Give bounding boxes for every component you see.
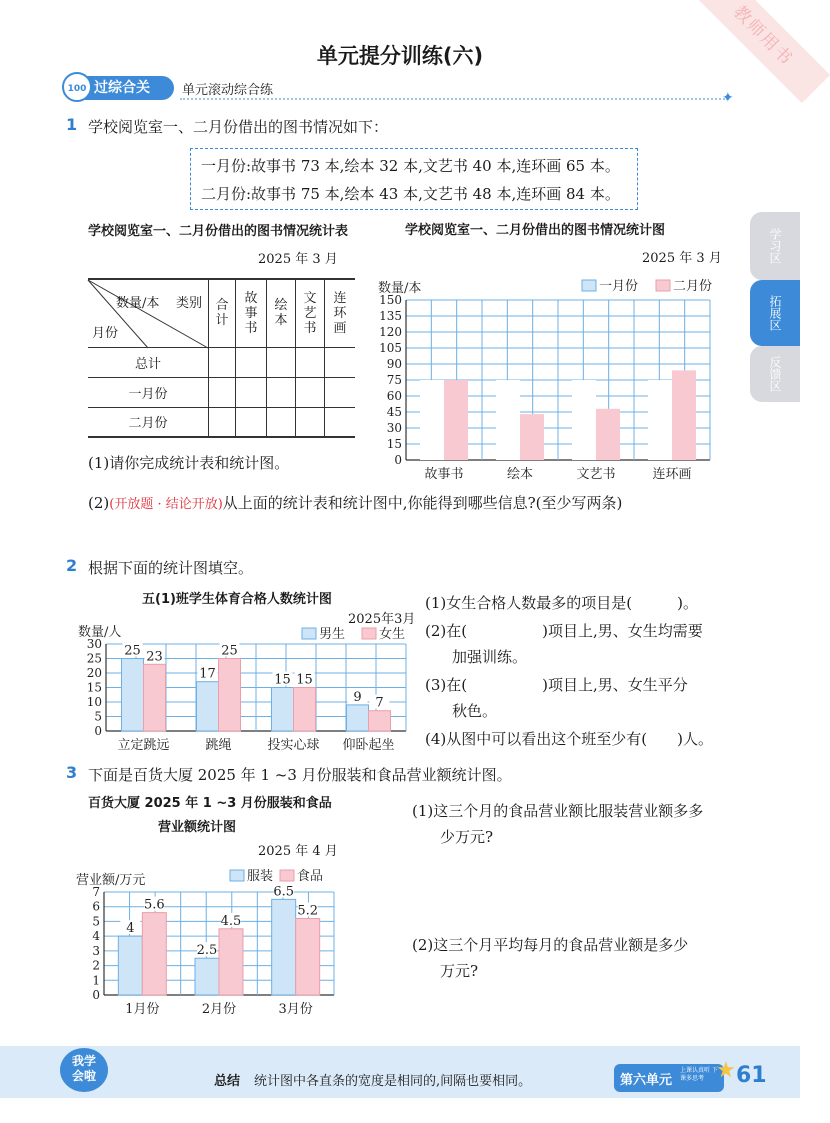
bar (347, 705, 369, 731)
summary-text: 统计图中各直条的宽度是相同的,间隔也要相同。 (254, 1074, 532, 1089)
footer-badge: 我学会啦 (60, 1048, 108, 1092)
y-tick-label: 135 (379, 309, 402, 323)
q3-stem: 下面是百货大厦 2025 年 1 ~3 月份服装和食品营业额统计图。 (88, 766, 512, 784)
chart1-title: 学校阅览室一、二月份借出的图书情况统计图 (405, 223, 666, 238)
chart2-date: 2025年3月 (348, 612, 416, 627)
y-tick-label: 30 (386, 421, 402, 435)
page-number: 61 (736, 1063, 767, 1088)
q1-table-date: 2025 年 3 月 (258, 252, 338, 267)
bar (369, 711, 391, 731)
legend-swatch (656, 280, 670, 291)
legend-label: 一月份 (599, 279, 639, 294)
data-label: 25 (221, 643, 238, 659)
chart1-svg (370, 270, 720, 485)
q1-sub1: (1)请你完成统计表和统计图。 (88, 454, 290, 472)
x-tick-label: 1月份 (125, 1002, 160, 1017)
q1-sub2-prefix: (2) (88, 494, 110, 512)
data-label: 2.5 (196, 943, 218, 959)
data-label: 4 (126, 921, 135, 937)
corner-category-label: 类别 (176, 296, 203, 311)
y-tick-label: 5 (92, 914, 100, 929)
legend-swatch (280, 870, 294, 881)
data-label: 7 (375, 695, 384, 711)
table-cell[interactable] (236, 347, 267, 377)
x-tick-label: 2月份 (201, 1002, 237, 1017)
y-tick-label: 60 (386, 389, 402, 403)
chart3-title-line1: 百货大厦 2025 年 1 ~3 月份服装和食品 (88, 796, 332, 811)
bar (520, 414, 544, 460)
bar (122, 659, 144, 732)
chart2-title: 五(1)班学生体育合格人数统计图 (142, 592, 332, 607)
unit-label: 第六单元 (620, 1073, 673, 1088)
column-header-total: 合计 (209, 279, 236, 347)
x-tick-label: 3月份 (278, 1002, 313, 1017)
bar (294, 688, 316, 732)
q1-stat-table (88, 278, 355, 438)
chart1-date: 2025 年 3 月 (642, 251, 722, 266)
table-cell[interactable] (267, 407, 296, 437)
table-cell[interactable] (296, 377, 325, 407)
side-tab-feedback[interactable]: 反馈区 (750, 346, 800, 402)
y-tick-label: 6 (92, 899, 100, 914)
question-number-2: 2 (66, 556, 78, 575)
y-tick-label: 150 (379, 293, 402, 307)
bar (272, 899, 296, 995)
row-label-february: 二月份 (88, 407, 209, 437)
q3-s2b: 万元? (440, 962, 479, 980)
q1-january-line: 一月份:故事书 73 本,绘本 32 本,文艺书 40 本,连环画 65 本。 (201, 157, 620, 175)
column-header-comics: 连环画 (325, 279, 356, 347)
unit-note: 上课认真听 下课多思考 (680, 1067, 718, 1082)
bar (296, 918, 320, 995)
q3-s1a: (1)这三个月的食品营业额比服装营业额多多 (412, 802, 704, 820)
table-cell[interactable] (296, 347, 325, 377)
chart3-title-line2: 营业额统计图 (158, 820, 237, 835)
q2-s3b: 秋色。 (452, 702, 498, 720)
y-tick-label: 90 (386, 357, 402, 371)
section-subtitle: 单元滚动综合练 (182, 83, 274, 98)
q2-s4: (4)从图中可以看出这个班至少有( )人。 (425, 730, 713, 748)
bar (144, 664, 166, 731)
side-tab-extend[interactable]: 拓展区 (750, 280, 800, 346)
column-header-picture-books: 绘本 (267, 279, 296, 347)
x-tick-label: 立定跳远 (117, 738, 170, 753)
row-label-total: 总计 (88, 347, 209, 377)
score-100-icon: 100 (62, 72, 92, 102)
bar (272, 688, 294, 732)
bar (142, 913, 166, 995)
chart3-svg (76, 862, 344, 1022)
y-axis-label: 数量/人 (78, 625, 122, 640)
table-cell[interactable] (325, 347, 356, 377)
y-tick-label: 105 (379, 341, 402, 355)
bar (672, 370, 696, 460)
section-badge: 过综合关 (70, 76, 174, 100)
corner-qty-label: 数量/本 (116, 296, 160, 311)
x-tick-label: 仰卧起坐 (342, 738, 395, 753)
unit-tag (614, 1064, 724, 1092)
q1-data-box (190, 148, 638, 210)
legend-label: 服装 (247, 869, 274, 884)
table-corner-cell (88, 279, 209, 347)
table-cell[interactable] (209, 377, 236, 407)
legend-label: 二月份 (673, 279, 713, 294)
y-tick-label: 7 (92, 885, 100, 899)
data-label: 9 (353, 689, 362, 705)
chart2-svg (78, 618, 414, 756)
bar (118, 936, 142, 995)
data-label: 15 (274, 672, 291, 688)
summary-label: 总结 (214, 1074, 241, 1089)
table-cell[interactable] (267, 377, 296, 407)
y-axis-label: 营业额/万元 (76, 873, 146, 888)
y-tick-label: 0 (394, 453, 402, 467)
q3-s1b: 少万元? (440, 828, 494, 846)
legend-label: 女生 (379, 627, 406, 642)
x-tick-label: 故事书 (424, 467, 464, 482)
q2-stem: 根据下面的统计图填空。 (88, 559, 254, 577)
bar-empty (572, 380, 596, 460)
q1-sub2 (88, 492, 622, 513)
chart3-date: 2025 年 4 月 (258, 844, 338, 859)
legend-swatch (582, 280, 596, 291)
data-label: 5.2 (297, 903, 319, 919)
y-tick-label: 4 (92, 929, 100, 944)
table-cell[interactable] (236, 377, 267, 407)
q1-table-title: 学校阅览室一、二月份借出的图书情况统计表 (88, 224, 349, 239)
table-cell[interactable] (209, 347, 236, 377)
column-header-stories: 故事书 (236, 279, 267, 347)
y-tick-label: 30 (86, 637, 102, 651)
legend-swatch (302, 628, 316, 639)
data-label: 17 (199, 666, 216, 682)
bar (596, 409, 620, 460)
bar-empty (648, 380, 672, 460)
q1-open-question-tag: (开放题 · 结论开放) (109, 497, 223, 512)
data-label: 23 (146, 649, 163, 665)
legend-swatch (362, 628, 376, 639)
y-tick-label: 25 (86, 651, 102, 666)
question-number-3: 3 (66, 763, 78, 782)
y-tick-label: 15 (386, 437, 402, 451)
bar (444, 380, 468, 460)
data-label: 4.5 (220, 913, 242, 929)
y-tick-label: 0 (94, 724, 102, 738)
side-tab-learn[interactable]: 学习区 (750, 212, 800, 280)
bar-empty (496, 380, 520, 460)
x-tick-label: 文艺书 (576, 467, 616, 482)
row-label-january: 一月份 (88, 377, 209, 407)
y-tick-label: 120 (379, 325, 402, 339)
table-cell[interactable] (325, 407, 356, 437)
y-tick-label: 15 (86, 680, 102, 695)
column-header-literature: 文艺书 (296, 279, 325, 347)
question-number-1: 1 (66, 115, 78, 134)
y-tick-label: 10 (86, 695, 102, 709)
q1-february-line: 二月份:故事书 75 本,绘本 43 本,文艺书 48 本,连环画 84 本。 (201, 185, 620, 203)
corner-month-label: 月份 (92, 326, 119, 341)
table-cell[interactable] (267, 347, 296, 377)
page-title: 单元提分训练(六) (316, 44, 484, 68)
y-tick-label: 20 (86, 666, 102, 680)
x-tick-label: 连环画 (652, 467, 692, 482)
bar-empty (420, 380, 444, 460)
bar (219, 929, 243, 995)
bar (197, 682, 219, 731)
data-label: 5.6 (143, 897, 165, 913)
y-tick-label: 3 (92, 943, 100, 958)
bar (219, 659, 241, 732)
legend-label: 男生 (319, 627, 346, 642)
table-cell[interactable] (236, 407, 267, 437)
x-tick-label: 绘本 (506, 467, 534, 482)
y-tick-label: 0 (92, 988, 100, 1002)
q2-s1: (1)女生合格人数最多的项目是( )。 (425, 594, 698, 612)
q1-sub2-text: 从上面的统计表和统计图中,你能得到哪些信息?(至少写两条) (222, 494, 623, 512)
bar (195, 958, 219, 995)
q3-s2a: (2)这三个月平均每月的食品营业额是多少 (412, 936, 689, 954)
q2-s3a: (3)在( )项目上,男、女生平分 (425, 676, 688, 694)
star-mascot-icon: ★ (716, 1058, 736, 1083)
data-label: 15 (296, 672, 313, 688)
data-label: 25 (124, 643, 141, 659)
legend-label: 食品 (297, 869, 324, 884)
legend-swatch (230, 870, 244, 881)
y-tick-label: 45 (386, 405, 402, 419)
y-tick-label: 75 (386, 373, 402, 387)
section-divider (180, 98, 728, 100)
corner-tag: 教师用书 (696, 0, 830, 103)
x-tick-label: 跳绳 (205, 738, 232, 753)
y-tick-label: 5 (94, 709, 102, 724)
q1-stem: 学校阅览室一、二月份借出的图书情况如下： (88, 118, 389, 136)
star-icon: ✦ (722, 90, 734, 106)
q2-s2b: 加强训练。 (452, 648, 528, 666)
x-tick-label: 投实心球 (267, 738, 320, 753)
q2-s2a: (2)在( )项目上,男、女生均需要 (425, 622, 703, 640)
table-cell[interactable] (296, 407, 325, 437)
y-axis-label: 数量/本 (378, 281, 422, 296)
table-cell[interactable] (209, 407, 236, 437)
y-tick-label: 2 (92, 958, 100, 973)
table-cell[interactable] (325, 377, 356, 407)
data-label: 6.5 (273, 884, 295, 900)
y-tick-label: 1 (92, 973, 100, 988)
